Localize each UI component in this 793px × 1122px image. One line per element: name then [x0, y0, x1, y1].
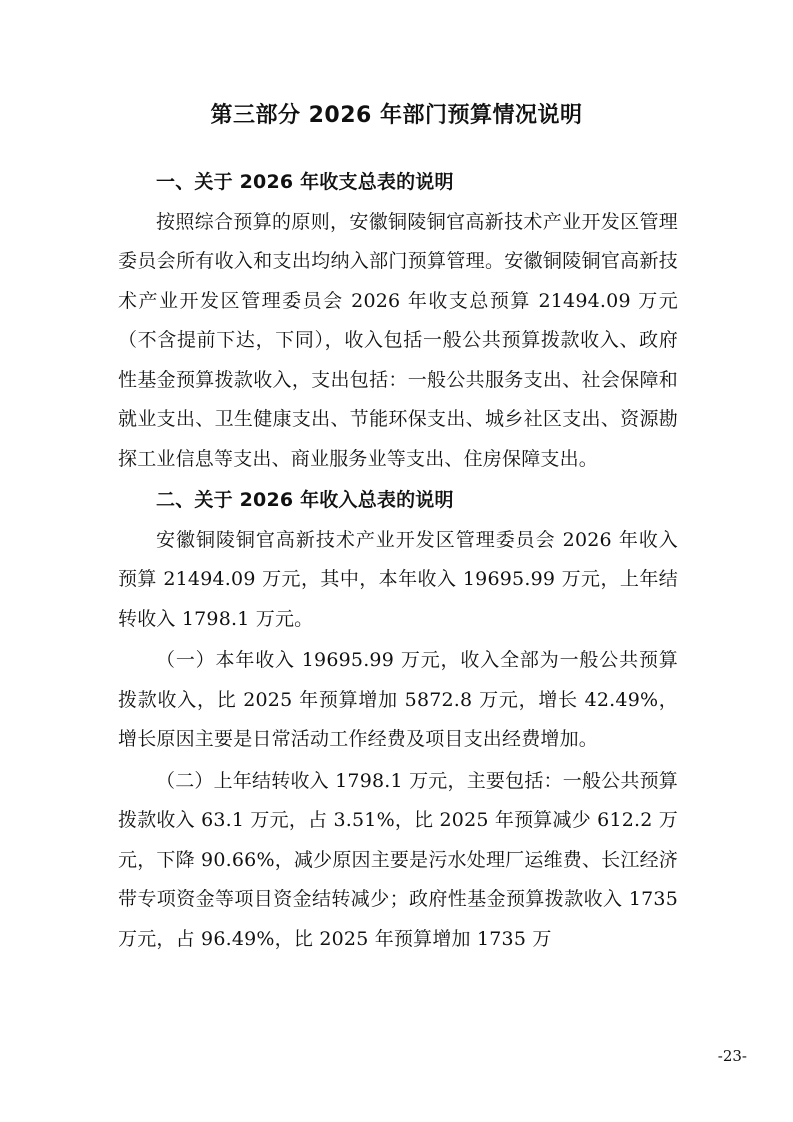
page-title: 第三部分 2026 年部门预算情况说明: [210, 103, 583, 128]
section-2-paragraph-1: 安徽铜陵铜官高新技术产业开发区管理委员会 2026 年收入预算 21494.09 万元，其中，本年收入 19695.99 万元，上年结转收入 1798.1 万元。: [118, 528, 678, 630]
section-1-paragraph-1: 按照综合预算的原则，安徽铜陵铜官高新技术产业开发区管理委员会所有收入和支出均纳入部门预算管理。安徽铜陵铜官高新技术产业开发区管理委员会 2026 年收支总预算 21494.09 万元（不含提前下达，下同），收入包括一般公共预算拨款收入、政府性基金预算拨款收入，支出包括：一般公共服务支出、社会保障和就业支出、卫生健康支出、节能环保支出、城乡社区支出、资源勘探工业信息等支出、商业服务业等支出、住房保障支出。: [118, 210, 678, 470]
section-2-paragraph-2: （一）本年收入 19695.99 万元，收入全部为一般公共预算拨款收入，比 2025 年预算增加 5872.8 万元，增长 42.49%，增长原因主要是日常活动工作经费及项目支出经费增加。: [118, 649, 678, 750]
section-heading-1: 一、关于 2026 年收支总表的说明: [156, 171, 454, 193]
page-number: -23-: [717, 1047, 747, 1065]
section-heading-2: 二、关于 2026 年收入总表的说明: [156, 489, 454, 511]
document-body: [118, 163, 678, 959]
section-2-paragraph-3: （二）上年结转收入 1798.1 万元，主要包括：一般公共预算拨款收入 63.1 万元，占 3.51%，比 2025 年预算减少 612.2 万元，下降 90.66%，减少原因主要是污水处理厂运维费、长江经济带专项资金等项目资金结转减少；政府性基金预算拨款收入 1735 万元，占 96.49%，比 2025 年预算增加 1735 万: [118, 769, 678, 950]
